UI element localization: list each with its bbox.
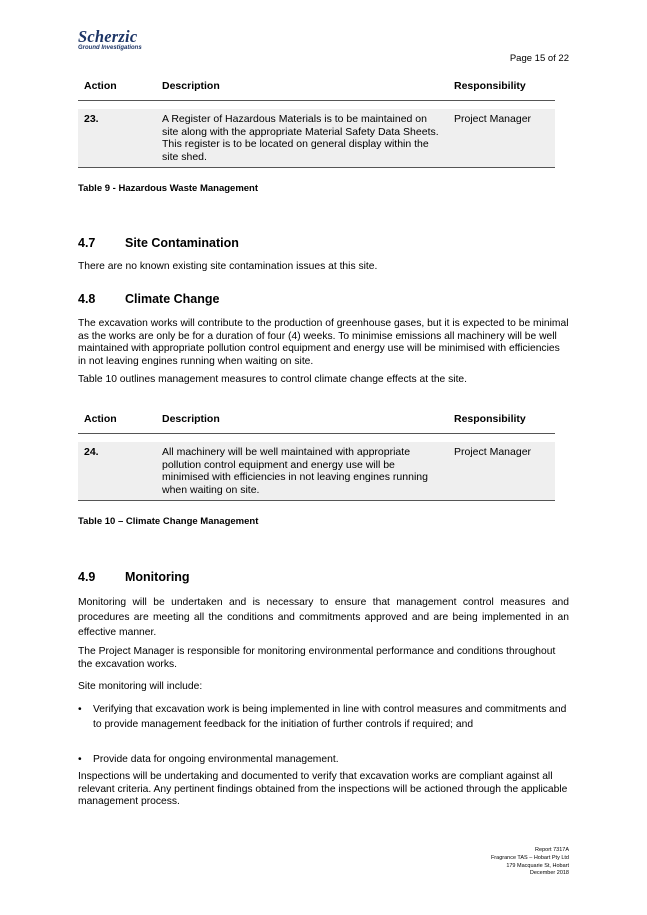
footer-report-number: Report 7317A bbox=[535, 847, 569, 853]
section-4-9-paragraph-3: Site monitoring will include: bbox=[78, 681, 203, 692]
footer-client: Fragrance TAS – Hobart Pty Ltd bbox=[490, 854, 569, 861]
section-4-9-paragraph-4: Inspections will be undertaking and documented to verify that excavation works are compliant against all relevant criteria. Any pertinent findings obtained from the inspections will be actioned through the applicable management process. bbox=[78, 771, 568, 807]
section-4-8-paragraph-2: Table 10 outlines management measures to control climate change effects at the site. bbox=[78, 374, 468, 385]
header-description: Description bbox=[162, 413, 220, 425]
table-header bbox=[78, 78, 555, 101]
table-row bbox=[78, 109, 555, 168]
row-responsibility: Project Manager bbox=[454, 113, 532, 125]
section-heading-4-8 bbox=[78, 292, 219, 306]
section-4-8-paragraph-1: The excavation works will contribute to the production of greenhouse gases, but it is expected to be minimal as the works are only be for a duration of four (4) weeks. To minimise emissions all machinery will be well maintained with appropriate pollution control equipment and energy use will be minimised with efficiencies in not leaving engines running when waiting on site. bbox=[78, 318, 569, 367]
header-responsibility: Responsibility bbox=[454, 80, 526, 92]
header-action: Action bbox=[84, 413, 117, 425]
row-action: 23. bbox=[84, 113, 99, 125]
row-description: A Register of Hazardous Materials is to be maintained on site along with the appropriate Material Safety Data Sheets. This register is to be located on general display within the site shed. bbox=[162, 113, 439, 163]
report-footer bbox=[491, 847, 569, 878]
row-responsibility: Project Manager bbox=[454, 446, 532, 458]
bullet-icon: • bbox=[78, 754, 82, 765]
hazardous-waste-table bbox=[78, 78, 555, 168]
section-heading-4-9 bbox=[78, 570, 190, 584]
header-action: Action bbox=[84, 80, 117, 92]
footer-address: 179 Macquarie St, Hobart bbox=[506, 862, 569, 869]
section-number: 4.9 bbox=[78, 570, 96, 584]
section-4-9-paragraph-1: Monitoring will be undertaken and is necessary to ensure that management control measures and procedures are meeting all the conditions and commitments approved and are being implemented in an effective manner. bbox=[78, 597, 569, 638]
table-9-caption: Table 9 - Hazardous Waste Management bbox=[78, 183, 259, 194]
header-responsibility: Responsibility bbox=[454, 413, 526, 425]
header-description: Description bbox=[162, 80, 220, 92]
list-item-text: Provide data for ongoing environmental management. bbox=[93, 754, 339, 765]
bullet-icon: • bbox=[78, 704, 82, 715]
list-item-text: Verifying that excavation work is being implemented in line with control measures and commitments and to provide management feedback for the initiation of further controls if required; and bbox=[93, 704, 567, 730]
table-10-caption: Table 10 – Climate Change Management bbox=[78, 516, 259, 527]
row-description: All machinery will be well maintained with appropriate pollution control equipment and energy use will be minimised with efficiencies in not leaving engines running when waiting on site. bbox=[162, 446, 428, 496]
table-row bbox=[78, 442, 555, 501]
list-item bbox=[78, 702, 569, 732]
company-logo: Scherzic bbox=[78, 27, 138, 46]
section-title: Site Contamination bbox=[125, 236, 239, 250]
page-number: Page 15 of 22 bbox=[509, 53, 569, 64]
section-title: Climate Change bbox=[125, 292, 220, 306]
climate-change-table bbox=[78, 411, 555, 501]
section-title: Monitoring bbox=[125, 570, 190, 584]
row-action: 24. bbox=[84, 446, 99, 458]
section-4-7-text: There are no known existing site contamination issues at this site. bbox=[78, 261, 378, 272]
section-number: 4.8 bbox=[78, 292, 96, 306]
company-logo-tagline: Ground Investigations bbox=[78, 45, 142, 51]
section-number: 4.7 bbox=[78, 236, 96, 250]
section-4-9-paragraph-2: The Project Manager is responsible for monitoring environmental performance and conditions throughout the excavation works. bbox=[78, 646, 556, 670]
list-item bbox=[78, 752, 569, 767]
section-heading-4-7 bbox=[78, 236, 239, 250]
footer-date: December 2018 bbox=[529, 870, 569, 877]
table-header bbox=[78, 411, 555, 434]
